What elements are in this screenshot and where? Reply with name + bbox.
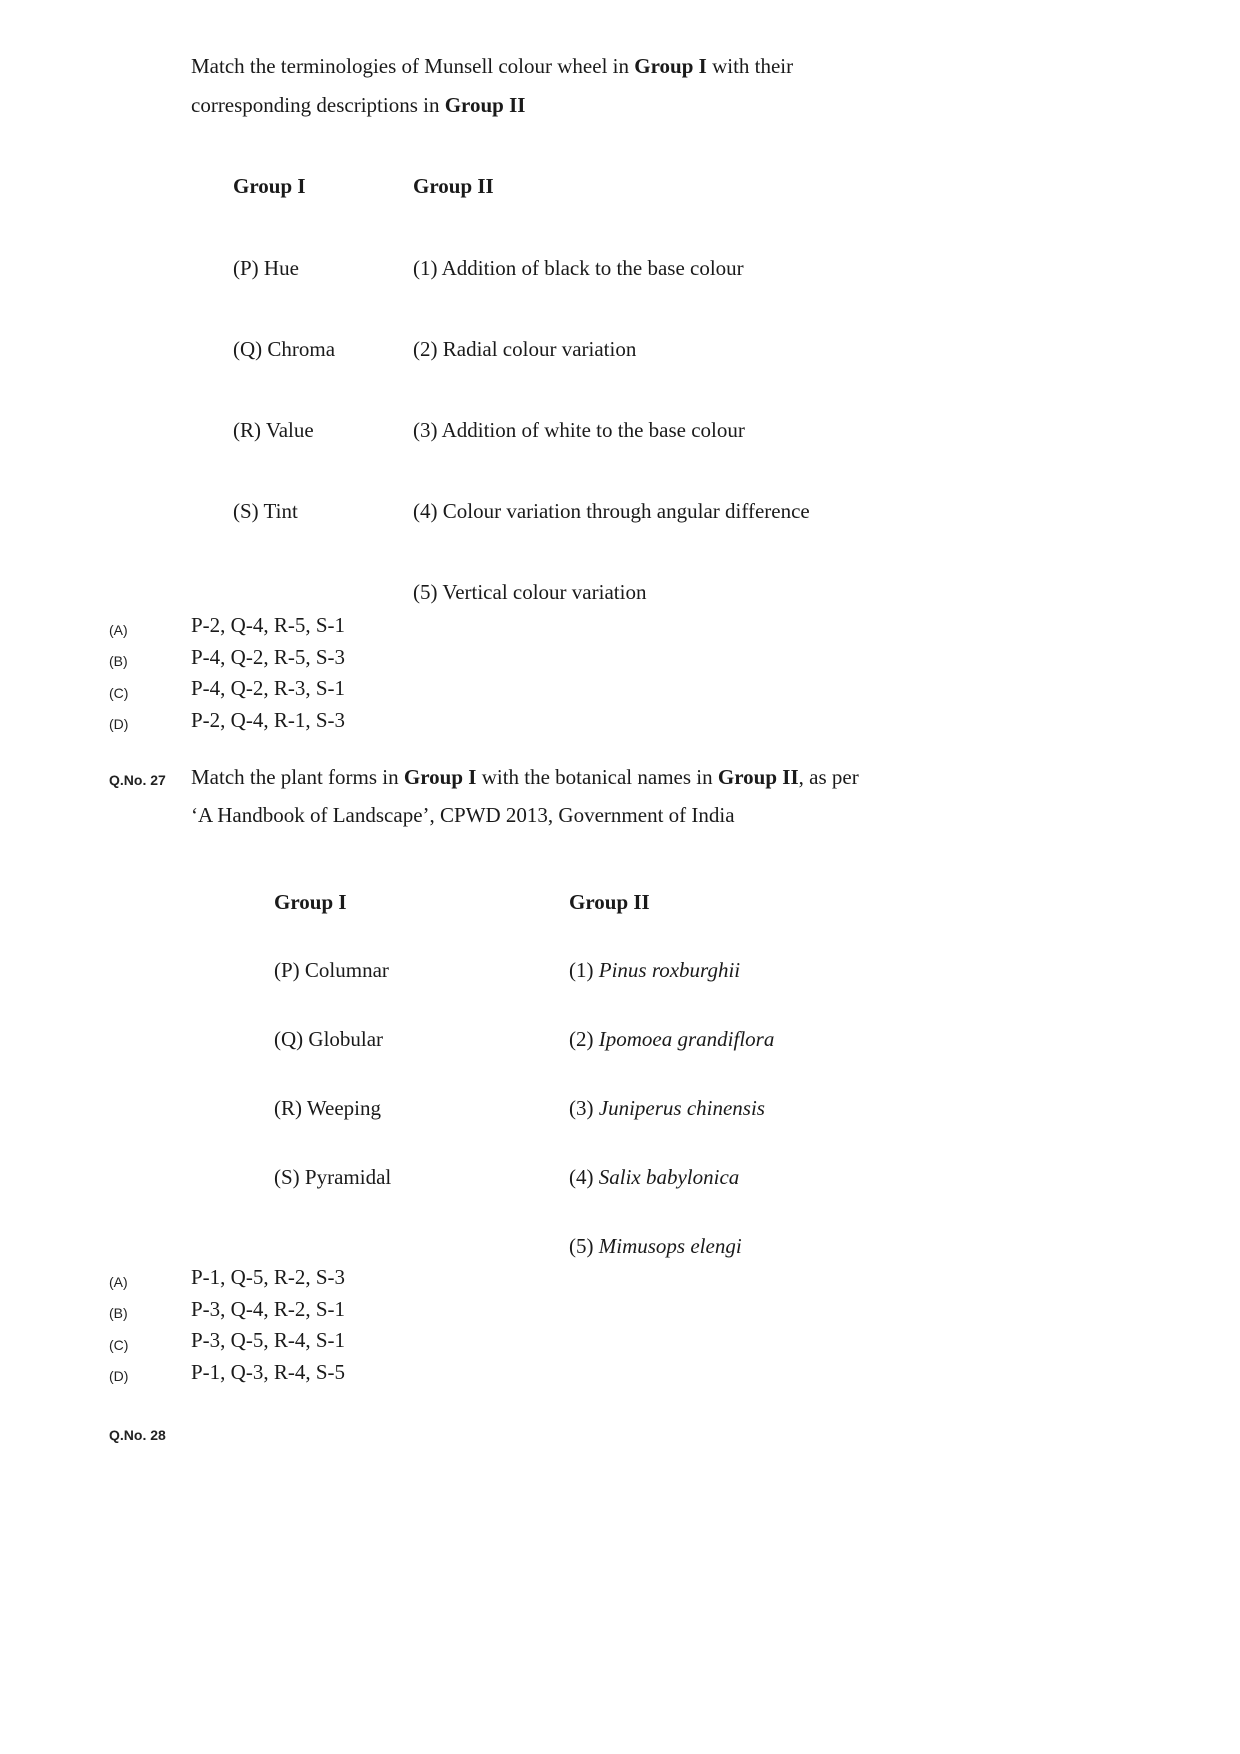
q27-option-b-label[interactable]: (B) [109, 1305, 128, 1321]
q26-group2-item: (5) Vertical colour variation [413, 580, 647, 604]
q27-group2-item: (3) Juniperus chinensis [569, 1096, 765, 1120]
q26-option-d-label[interactable]: (D) [109, 716, 129, 732]
q26-group2-header: Group II [413, 174, 494, 198]
q27-group1-item: (Q) Globular [274, 1027, 384, 1051]
q26-stem-line2: corresponding descriptions in Group II [191, 93, 526, 117]
q27-number: Q.No. 27 [109, 772, 166, 788]
q27-group2-item: (5) Mimusops elengi [569, 1234, 742, 1258]
q27-stem-line2: ‘A Handbook of Landscape’, CPWD 2013, Government of India [191, 803, 735, 827]
q27-group2-item: (1) Pinus roxburghii [569, 958, 741, 982]
q26-option-b-label[interactable]: (B) [109, 653, 128, 669]
q27-option-a-label[interactable]: (A) [109, 1274, 128, 1290]
q26-option-c-label[interactable]: (C) [109, 685, 129, 701]
q27-group2-item: (4) Salix babylonica [569, 1165, 740, 1189]
q26-stem-line1: Match the terminologies of Munsell colour wheel in Group I with their [191, 54, 794, 78]
q27-group2-item: (2) Ipomoea grandiflora [569, 1027, 775, 1051]
q27-stem-line1: Match the plant forms in Group I with the botanical names in Group II, as per [191, 765, 859, 789]
q28-number: Q.No. 28 [109, 1427, 166, 1443]
q27-group2-header: Group II [569, 890, 650, 914]
q26-group2-item: (4) Colour variation through angular difference [413, 499, 810, 523]
q27-group1-header: Group I [274, 890, 347, 914]
q26-group2-item: (1) Addition of black to the base colour [413, 256, 744, 280]
q26-group1-item: (Q) Chroma [233, 337, 336, 361]
q27-option-b-text[interactable]: P-3, Q-4, R-2, S-1 [191, 1297, 346, 1321]
q26-group1-item: (P) Hue [233, 256, 299, 280]
q26-group1-header: Group I [233, 174, 306, 198]
q27-group1-item: (R) Weeping [274, 1096, 381, 1120]
q27-group1-item: (S) Pyramidal [274, 1165, 392, 1189]
q26-group1-item: (S) Tint [233, 499, 298, 523]
q27-option-a-text[interactable]: P-1, Q-5, R-2, S-3 [191, 1265, 346, 1289]
q26-option-a-text[interactable]: P-2, Q-4, R-5, S-1 [191, 613, 346, 637]
q26-option-d-text[interactable]: P-2, Q-4, R-1, S-3 [191, 708, 346, 732]
q26-group1-item: (R) Value [233, 418, 314, 442]
q26-group2-item: (2) Radial colour variation [413, 337, 637, 361]
q26-option-b-text[interactable]: P-4, Q-2, R-5, S-3 [191, 645, 346, 669]
q26-option-a-label[interactable]: (A) [109, 622, 128, 638]
q27-option-d-label[interactable]: (D) [109, 1368, 129, 1384]
q27-group1-item: (P) Columnar [274, 958, 389, 982]
q27-option-d-text[interactable]: P-1, Q-3, R-4, S-5 [191, 1360, 346, 1384]
q26-group2-item: (3) Addition of white to the base colour [413, 418, 745, 442]
q26-option-c-text[interactable]: P-4, Q-2, R-3, S-1 [191, 676, 346, 700]
q27-option-c-text[interactable]: P-3, Q-5, R-4, S-1 [191, 1328, 346, 1352]
q27-option-c-label[interactable]: (C) [109, 1337, 129, 1353]
